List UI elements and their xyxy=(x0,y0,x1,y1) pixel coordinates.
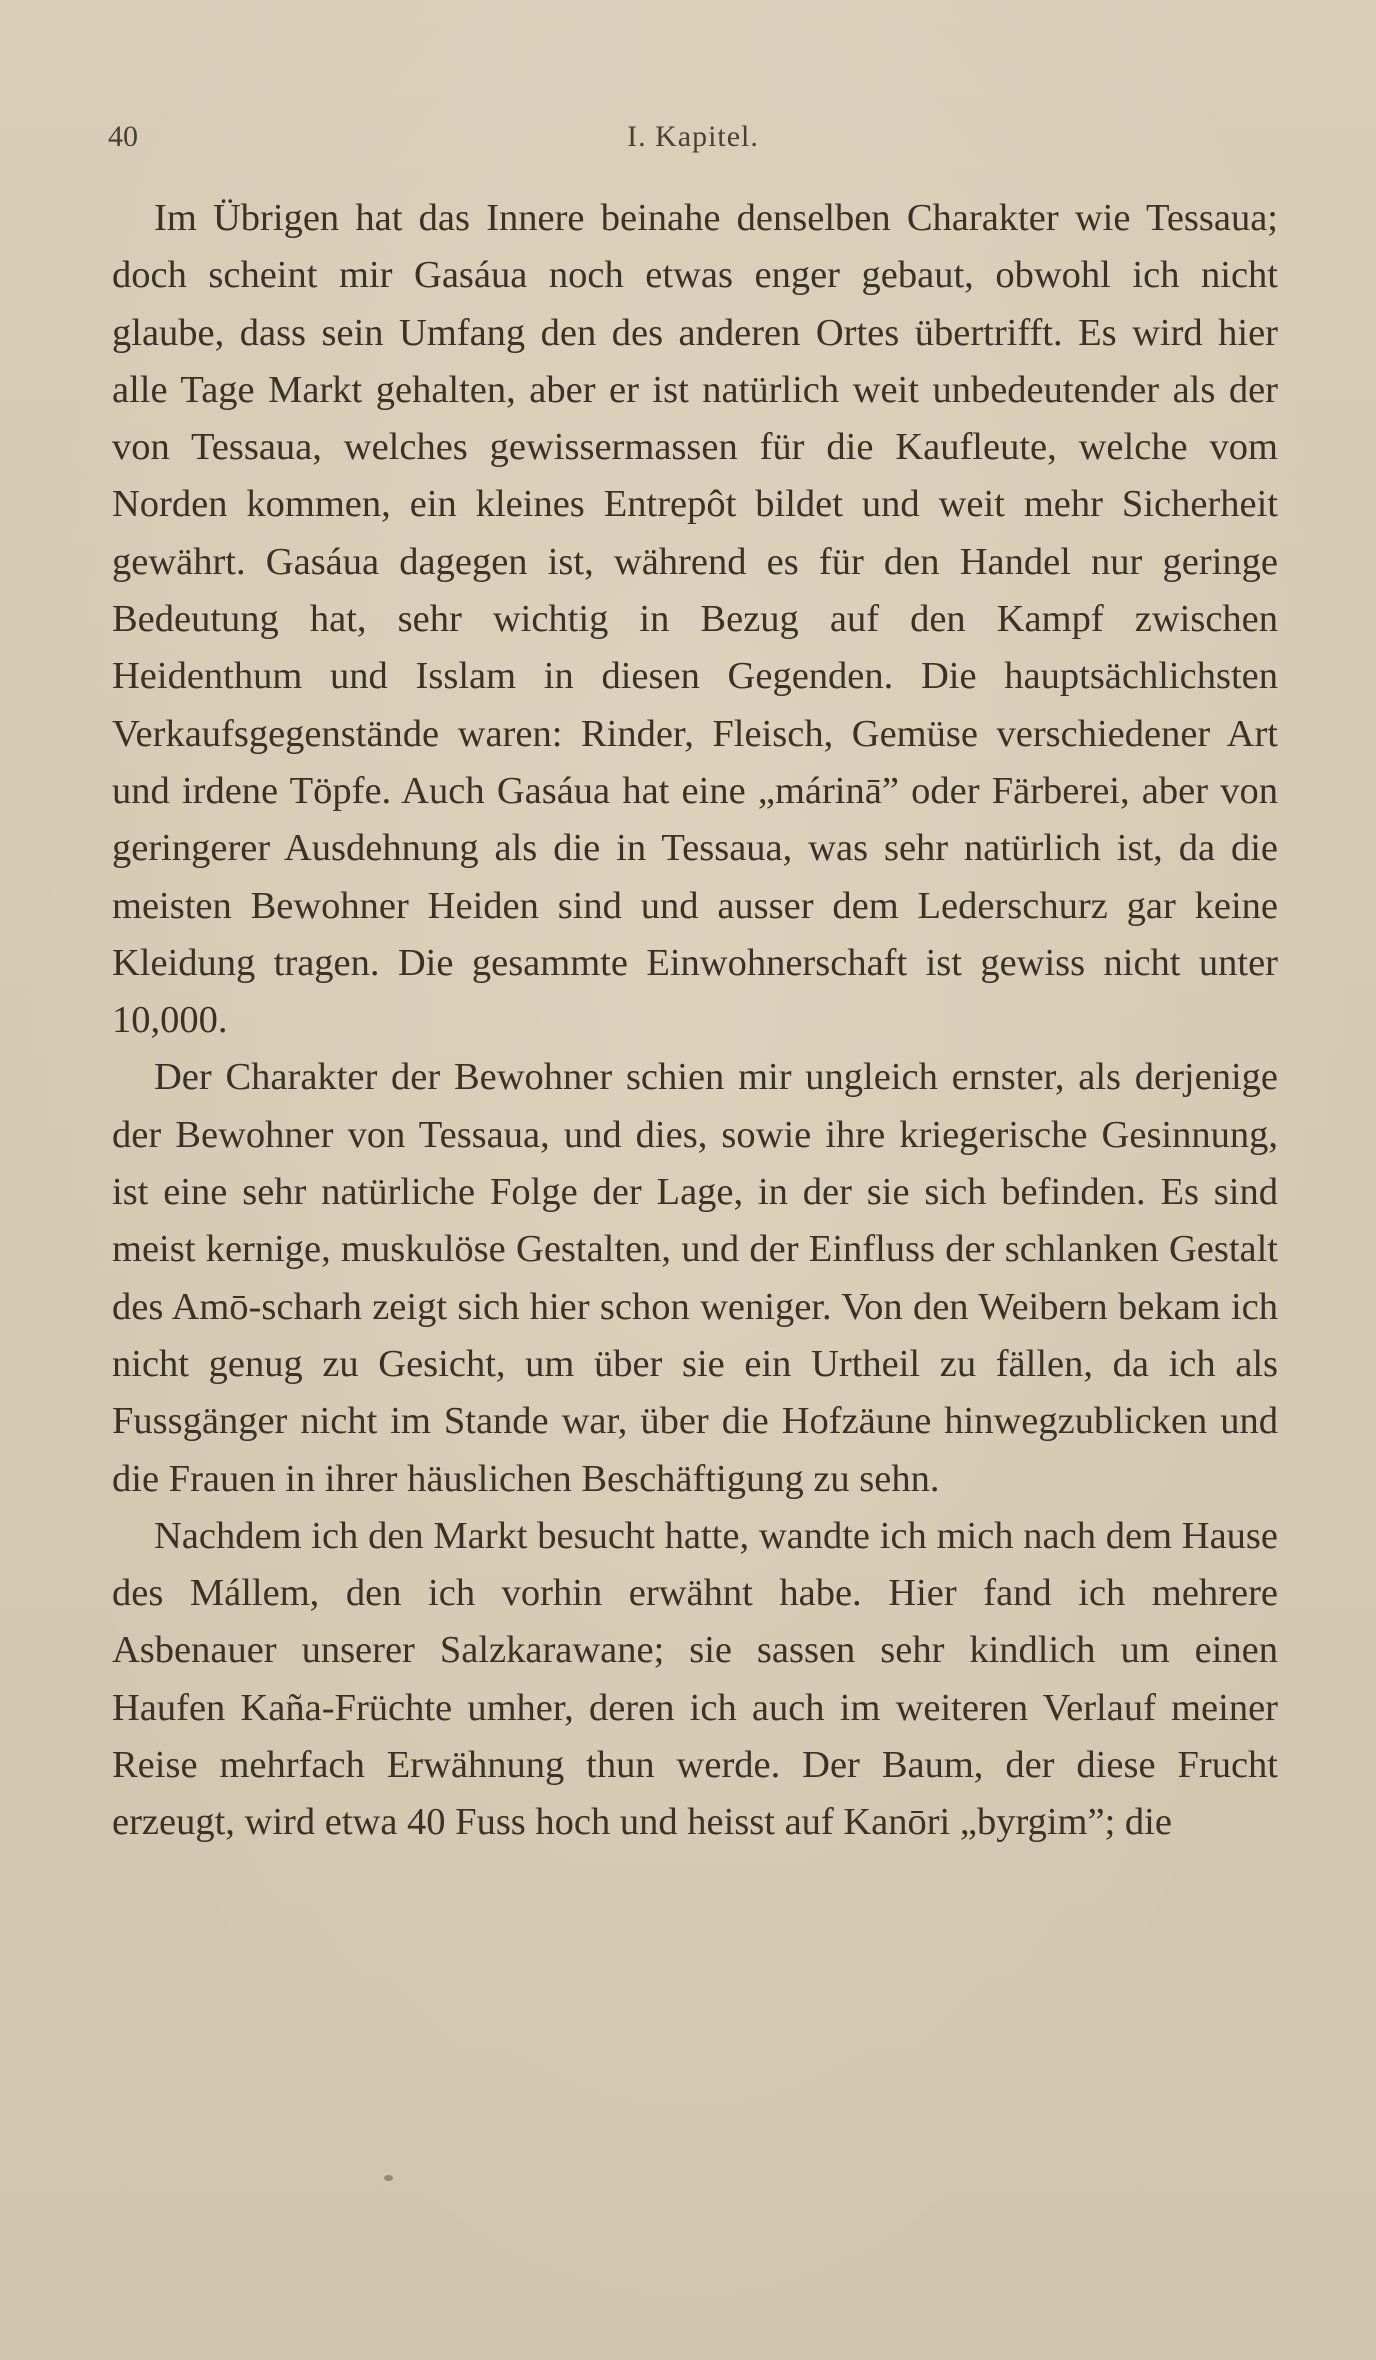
paper-blemish xyxy=(384,2175,393,2181)
paragraph: Im Übrigen hat das Innere beinahe denselben Charakter wie Tessaua; doch scheint mir Gasáua noch etwas enger gebaut, obwohl ich nicht glaube, dass sein Umfang den des anderen Ortes übertrifft. Es wird hier alle Tage Markt gehalten, aber er ist natürlich weit unbedeutender als der von Tessaua, welches gewissermassen für die Kaufleute, welche vom Norden kommen, ein kleines Entrepôt bildet und weit mehr Sicherheit gewährt. Gasáua dagegen ist, während es für den Handel nur geringe Bedeutung hat, sehr wichtig in Bezug auf den Kampf zwischen Heidenthum und Isslam in diesen Gegenden. Die hauptsächlichsten Verkaufsgegenstände waren: Rinder, Fleisch, Gemüse verschiedener Art und irdene Töpfe. Auch Gasáua hat eine „márinā” oder Färberei, aber von geringerer Ausdehnung als die in Tessaua, was sehr natürlich ist, da die meisten Bewohner Heiden sind und ausser dem Lederschurz gar keine Kleidung tragen. Die gesammte Einwohnerschaft ist gewiss nicht unter 10,000. xyxy=(112,197,1278,1042)
chapter-heading: I. Kapitel. xyxy=(627,120,759,153)
body-text xyxy=(112,190,1278,1852)
paragraph: Der Charakter der Bewohner schien mir ungleich ernster, als derjenige der Bewohner von Tessaua, und dies, sowie ihre kriegerische Gesinnung, ist eine sehr natürliche Folge der Lage, in der sie sich befinden. Es sind meist kernige, muskulöse Gestalten, und der Einfluss der schlanken Gestalt des Amō-scharh zeigt sich hier schon weniger. Von den Weibern bekam ich nicht genug zu Gesicht, um über sie ein Urtheil zu fällen, da ich als Fussgänger nicht im Stande war, über die Hofzäune hinwegzublicken und die Frauen in ihrer häuslichen Beschäftigung zu sehn. xyxy=(112,1056,1278,1500)
page-number: 40 xyxy=(108,120,138,153)
running-head xyxy=(108,120,1278,168)
paragraph: Nachdem ich den Markt besucht hatte, wandte ich mich nach dem Hause des Mállem, den ich vorhin erwähnt habe. Hier fand ich mehrere Asbenauer unserer Salzkarawane; sie sassen sehr kindlich um einen Haufen Kaña-Früchte umher, deren ich auch im weiteren Verlauf meiner Reise mehrfach Erwähnung thun werde. Der Baum, der diese Frucht erzeugt, wird etwa 40 Fuss hoch und heisst auf Kanōri „byrgim”; die xyxy=(112,1514,1278,1844)
